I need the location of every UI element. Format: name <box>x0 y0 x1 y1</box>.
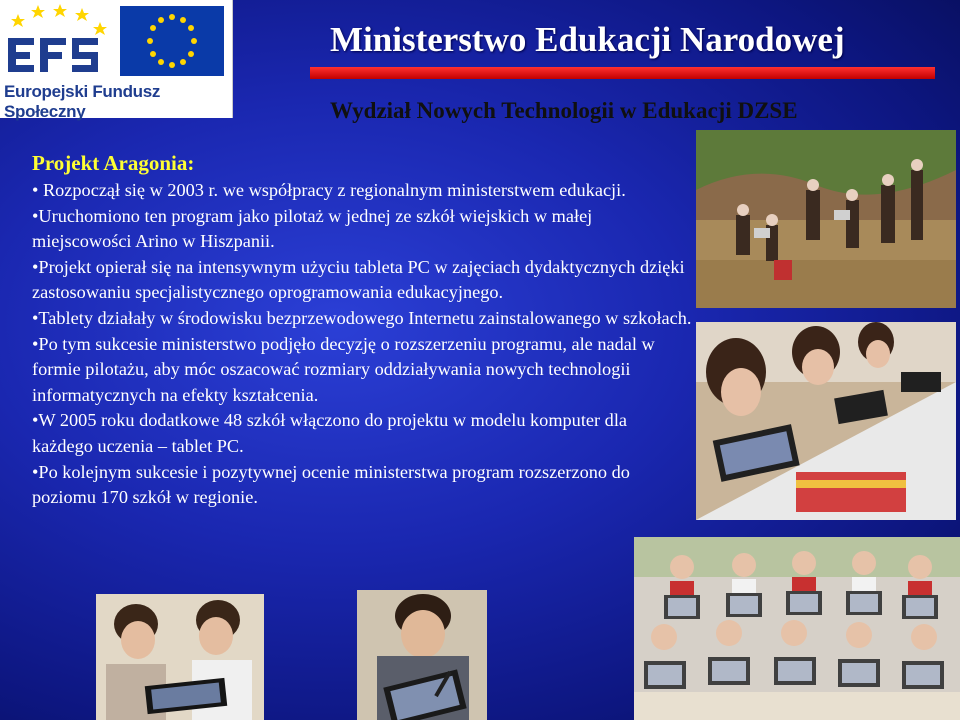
page-subtitle: Wydział Nowych Technologii w Edukacji DZSE <box>330 98 798 123</box>
photo-class-group-tablets-icon <box>634 537 960 720</box>
page-title: Ministerstwo Edukacji Narodowej <box>330 20 845 59</box>
photo-two-boys-tablet-icon <box>96 594 264 720</box>
photo-class-group-tablets <box>634 537 960 720</box>
photo-outdoor-students <box>696 130 956 308</box>
accent-bar <box>310 67 935 79</box>
paragraph-3: •Projekt opierał się na intensywnym użyciu tableta PC w zajęciach dydaktycznych dzięki zastosowaniu specjalistycznego oprogramowania edukacyjnego. <box>32 256 685 303</box>
efs-logo <box>0 0 233 121</box>
photo-outdoor-students-icon <box>696 130 956 308</box>
paragraph-6: •W 2005 roku dodatkowe 48 szkół włączono do projektu w modelu komputer dla każdego uczenia – tablet PC. <box>32 410 628 456</box>
photo-boy-writing-tablet-icon <box>357 590 487 720</box>
paragraph-2: •Uruchomiono ten program jako pilotaż w jednej ze szkół wiejskich w małej miejscowości Arino w Hiszpanii. <box>32 205 593 252</box>
main-content <box>32 150 692 511</box>
paragraph-1: • Rozpoczął się w 2003 r. we współpracy z regionalnym ministerstwem edukacji. <box>32 180 626 200</box>
paragraph-7: •Po kolejnym sukcesie i pozytywnej ocenie ministerstwa program rozszerzono do poziomu 170 szkół w regionie. <box>32 461 630 508</box>
photo-two-boys-tablet <box>96 594 264 720</box>
logo-text: Europejski Fundusz Społeczny <box>4 82 161 121</box>
photo-boy-writing-tablet <box>357 590 487 720</box>
paragraph-5: •Po tym sukcesie ministerstwo podjęło decyzję o rozszerzeniu programu, ale nadal w formie pilotażu, aby móc oszacować rozmiary oddziaływania nowych technologii informatycznych na efekty kształcenia. <box>32 333 655 405</box>
paragraph-4: •Tablety działały w środowisku bezprzewodowego Internetu zainstalowanego w szkołach. <box>32 307 692 328</box>
photo-classroom-tablets <box>696 322 956 520</box>
photo-classroom-tablets-icon <box>696 322 956 520</box>
project-title: Projekt Aragonia: <box>32 151 195 175</box>
